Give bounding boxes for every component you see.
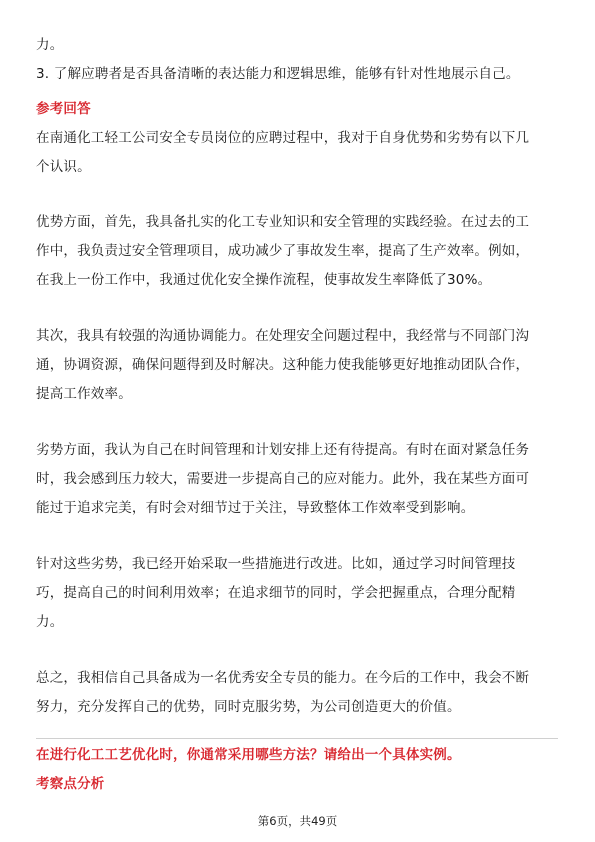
section-divider xyxy=(36,738,558,739)
intro-continuation: 力。 xyxy=(36,37,64,53)
paragraph-line: 个认识。 xyxy=(36,159,91,175)
paragraph-line: 作中，我负责过安全管理项目，成功减少了事故发生率，提高了生产效率。例如， xyxy=(36,243,530,259)
paragraph-line: 在我上一份工作中，我通过优化安全操作流程，使事故发生率降低了30%。 xyxy=(36,272,492,288)
paragraph-line: 其次，我具有较强的沟通协调能力。在处理安全问题过程中，我经常与不同部门沟 xyxy=(36,328,530,344)
paragraph-line: 总之，我相信自己具备成为一名优秀安全专员的能力。在今后的工作中，我会不断 xyxy=(36,670,530,686)
paragraph-line: 在南通化工轻工公司安全专员岗位的应聘过程中，我对于自身优势和劣势有以下几 xyxy=(36,130,530,146)
paragraph-line: 时，我会感到压力较大，需要进一步提高自己的应对能力。此外，我在某些方面可 xyxy=(36,471,530,487)
paragraph-line: 优势方面，首先，我具备扎实的化工专业知识和安全管理的实践经验。在过去的工 xyxy=(36,214,530,230)
next-question-heading: 在进行化工工艺优化时，你通常采用哪些方法？请给出一个具体实例。 xyxy=(36,747,461,763)
paragraph-line: 提高工作效率。 xyxy=(36,386,132,402)
paragraph-line: 力。 xyxy=(36,614,64,630)
paragraph-line: 通，协调资源，确保问题得到及时解决。这种能力使我能够更好地推动团队合作， xyxy=(36,357,530,373)
paragraph-line: 巧，提高自己的时间利用效率；在追求细节的同时，学会把握重点，合理分配精 xyxy=(36,585,516,601)
analysis-heading: 考察点分析 xyxy=(36,776,105,792)
paragraph-line: 努力，充分发挥自己的优势，同时克服劣势，为公司创造更大的价值。 xyxy=(36,699,461,715)
page-number-footer: 第6页，共49页 xyxy=(257,814,338,828)
paragraph-line: 劣势方面，我认为自己在时间管理和计划安排上还有待提高。有时在面对紧急任务 xyxy=(36,442,530,458)
assessment-point-3: 3. 了解应聘者是否具备清晰的表达能力和逻辑思维，能够有针对性地展示自己。 xyxy=(36,66,520,82)
reference-answer-heading: 参考回答 xyxy=(36,101,91,117)
paragraph-line: 针对这些劣势，我已经开始采取一些措施进行改进。比如，通过学习时间管理技 xyxy=(36,556,516,572)
paragraph-line: 能过于追求完美，有时会对细节过于关注，导致整体工作效率受到影响。 xyxy=(36,500,475,516)
